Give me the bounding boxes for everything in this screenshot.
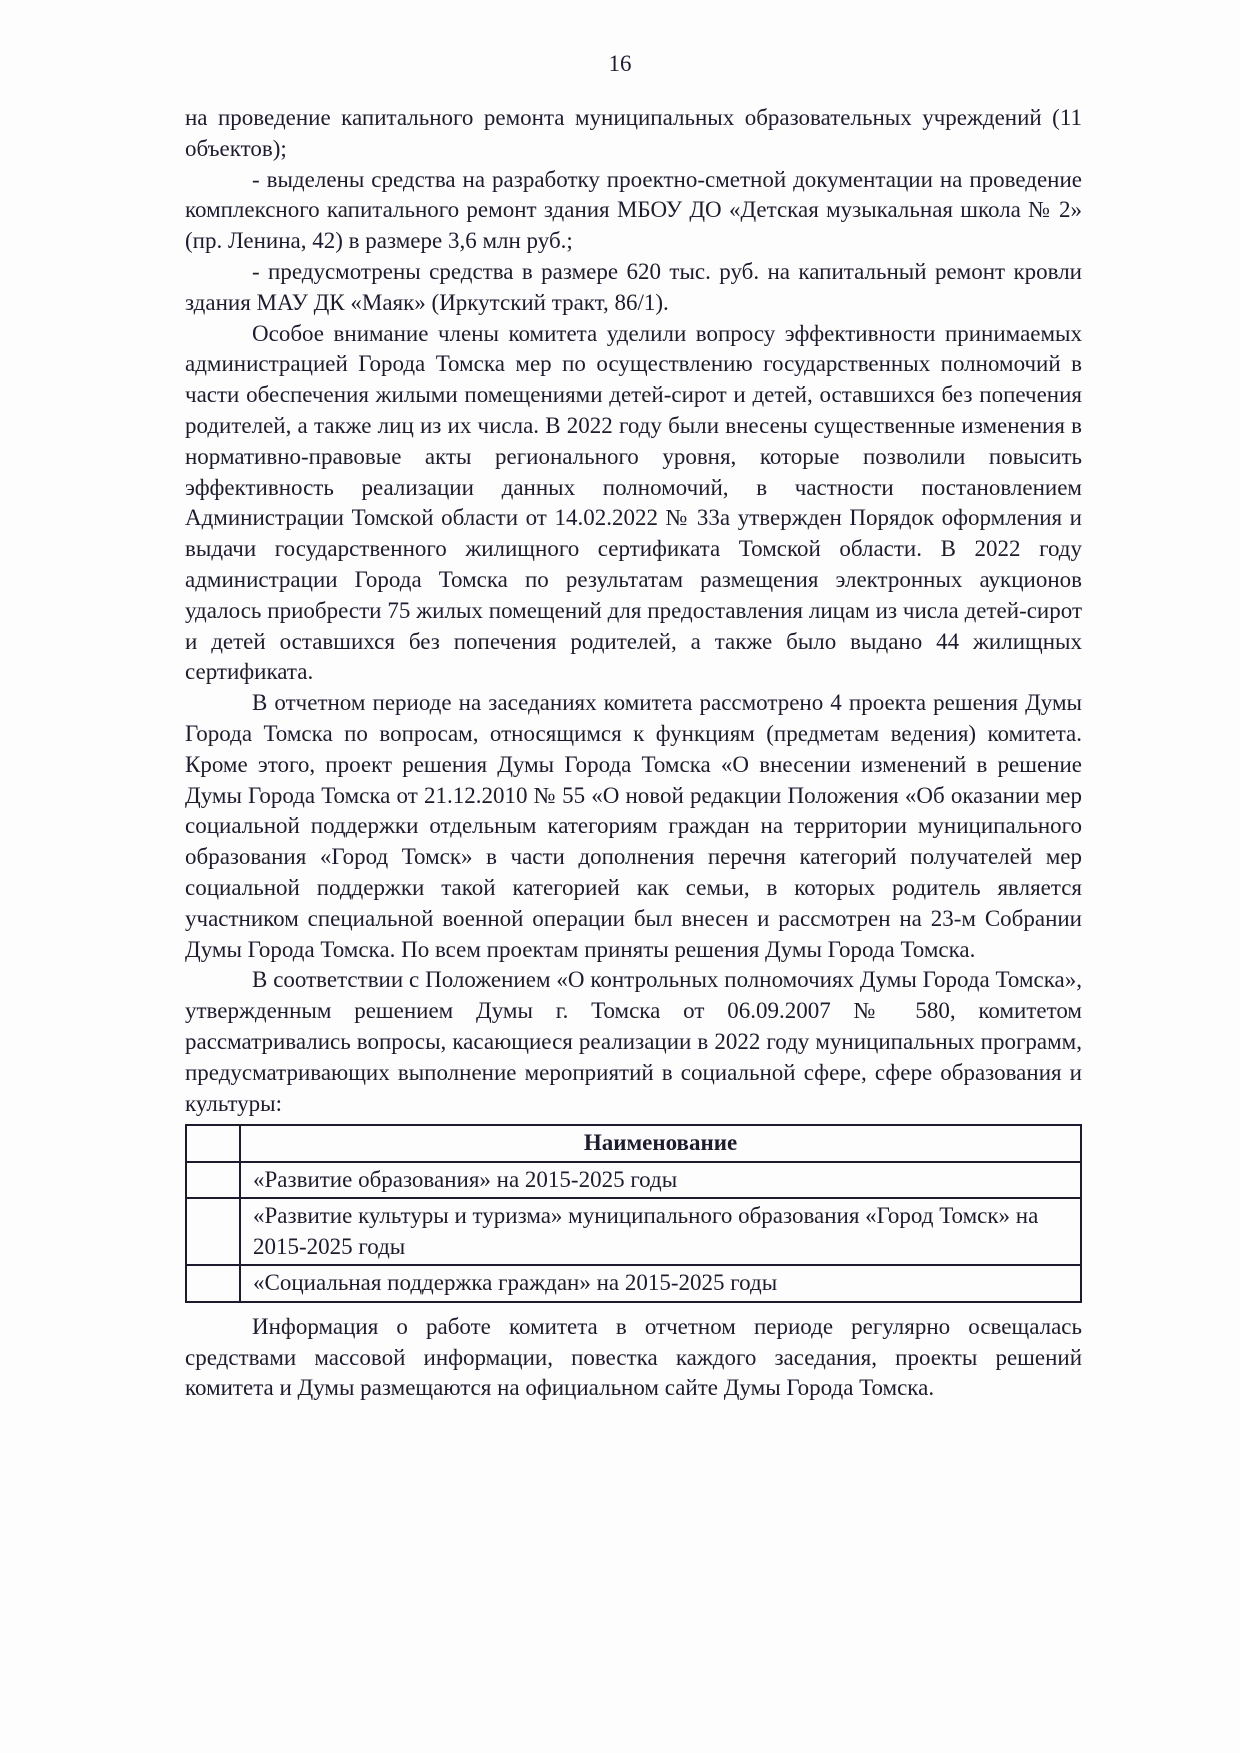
table-program-cell: «Развитие культуры и туризма» муниципального образования «Город Томск» на 2015-2025 годы bbox=[240, 1198, 1081, 1265]
paragraph: Особое внимание члены комитета уделили вопросу эффективности принимаемых администрацией Города Томска мер по осуществлению государственных полномочий в части обеспечения жилыми помещениями детей-сирот и детей, оставшихся без попечения родителей, а также лиц из их числа. В 2022 году были внесены существенные изменения в нормативно-правовые акты регионального уровня, которые позволили повысить эффективность реализации данных полномочий, в частности постановлением Администрации Томской области от 14.02.2022 № 33а утвержден Порядок оформления и выдачи государственного жилищного сертификата Томской области. В 2022 году администрации Города Томска по результатам размещения электронных аукционов удалось приобрести 75 жилых помещений для предоставления лицам из числа детей-сирот и детей оставшихся без попечения родителей, а также было выдано 44 жилищных сертификата. bbox=[185, 320, 1082, 685]
programs-table bbox=[185, 1124, 1082, 1303]
table-number-cell bbox=[186, 1265, 240, 1302]
table-row bbox=[186, 1198, 1081, 1265]
paragraph: - предусмотрены средства в размере 620 тыс. руб. на капитальный ремонт кровли здания МАУ ДК «Маяк» (Иркутский тракт, 86/1). bbox=[185, 258, 1082, 315]
paragraph: В соответствии с Положением «О контрольных полномочиях Думы Города Томска», утвержденным решением Думы г. Томска от 06.09.2007 № 580, комитетом рассматривались вопросы, касающиеся реализации в 2022 году муниципальных программ, предусматривающих выполнение мероприятий в социальной сфере, сфере образования и культуры: bbox=[185, 967, 1082, 1116]
paragraph: на проведение капитального ремонта муниципальных образовательных учреждений (11 объектов); bbox=[185, 105, 1082, 161]
table-row bbox=[186, 1265, 1081, 1302]
table-header-number-cell bbox=[186, 1125, 240, 1162]
document-body bbox=[185, 103, 1082, 1404]
table-row bbox=[186, 1162, 1081, 1199]
paragraph: Информация о работе комитета в отчетном периоде регулярно освещалась средствами массовой информации, повестка каждого заседания, проекты решений комитета и Думы размещаются на официальном сайте Думы Города Томска. bbox=[185, 1313, 1082, 1401]
paragraph: - выделены средства на разработку проектно-сметной документации на проведение комплексного капитального ремонт здания МБОУ ДО «Детская музыкальная школа № 2» (пр. Ленина, 42) в размере 3,6 млн руб.; bbox=[185, 166, 1082, 254]
table-header-row bbox=[186, 1125, 1081, 1162]
table-program-cell: «Социальная поддержка граждан» на 2015-2025 годы bbox=[240, 1265, 1081, 1302]
table-number-cell bbox=[186, 1198, 240, 1265]
table-program-cell: «Развитие образования» на 2015-2025 годы bbox=[240, 1162, 1081, 1199]
table-number-cell bbox=[186, 1162, 240, 1199]
table-header-name-cell: Наименование bbox=[240, 1125, 1081, 1162]
paragraph: В отчетном периоде на заседаниях комитета рассмотрено 4 проекта решения Думы Города Томска по вопросам, относящимся к функциям (предметам ведения) комитета. Кроме этого, проект решения Думы Города Томска «О внесении изменений в решение Думы Города Томска от 21.12.2010 № 55 «О новой редакции Положения «Об оказании мер социальной поддержки отдельным категориям граждан на территории муниципального образования «Город Томск» в части дополнения перечня категорий получателей мер социальной поддержки такой категорией как семьи, в которых родитель является участником специальной военной операции был внесен и рассмотрен на 23-м Собрании Думы Города Томска. По всем проектам приняты решения Думы Города Томска. bbox=[185, 690, 1082, 962]
page-number: 16 bbox=[608, 51, 632, 76]
